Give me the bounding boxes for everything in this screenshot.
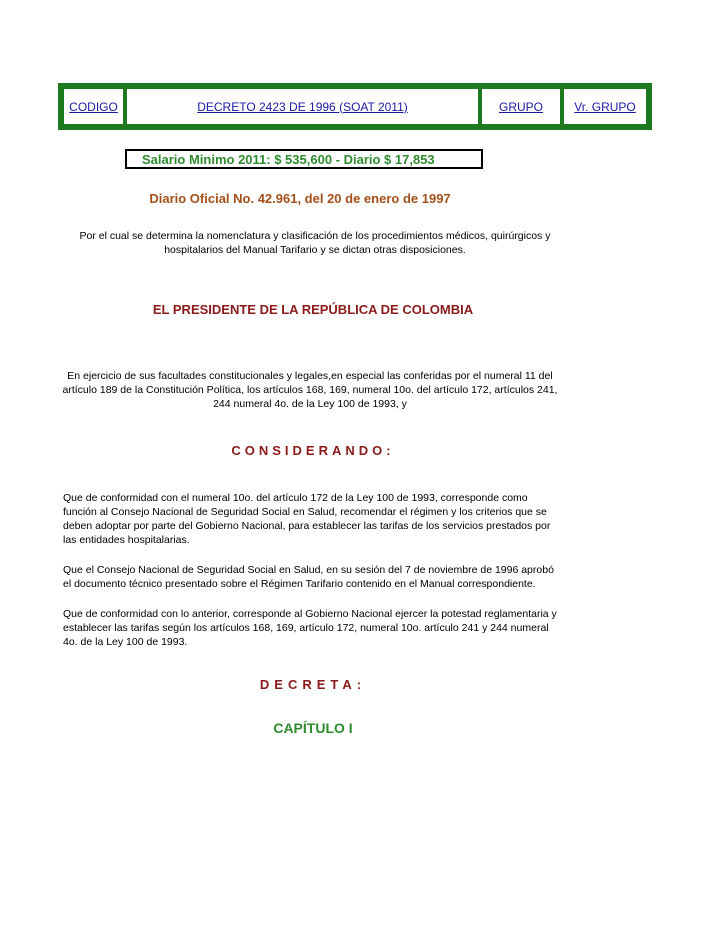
considerando-paragraph-3: Que de conformidad con lo anterior, corresponde al Gobierno Nacional ejercer la potestad reglamentaria y establecer las tarifas según los artículos 168, 169, artículo 172, numeral 10o. artículo 241 y 244 numeral 4o. de la Ley 100 de 1993.: [63, 608, 557, 648]
grupo-cell: [482, 89, 560, 124]
salary-text: Salario Minimo 2011: $ 535,600 - Diario $ 17,853: [127, 151, 481, 167]
considerando-paragraph-1: Que de conformidad con el numeral 10o. del artículo 172 de la Ley 100 de 1993, corresponde como función al Consejo Nacional de Seguridad Social en Salud, recomendar el régimen y los criterios que se deben adoptar por parte del Gobierno Nacional, para establecer las tarifas de los servicios prestados por las entidades hospitalarias.: [63, 492, 551, 546]
considerando-heading: CONSIDERANDO:: [231, 443, 395, 458]
decreto-link[interactable]: DECRETO 2423 DE 1996 (SOAT 2011): [197, 99, 408, 114]
capitulo-heading: CAPÍTULO I: [273, 720, 353, 736]
diario-oficial-heading: Diario Oficial No. 42.961, del 20 de enero de 1997: [149, 191, 451, 206]
vr-grupo-link[interactable]: Vr. GRUPO: [574, 99, 636, 114]
codigo-cell: [64, 89, 123, 124]
vr-grupo-cell: [564, 89, 646, 124]
codigo-link[interactable]: CODIGO: [69, 99, 118, 114]
considerando-paragraph-2: Que el Consejo Nacional de Seguridad Social en Salud, en su sesión del 7 de noviembre de 1996 aprobó el documento técnico presentado sobre el Régimen Tarifario contenido en el Manual correspondiente.: [63, 564, 554, 590]
header-table: [58, 83, 652, 130]
presidente-heading: EL PRESIDENTE DE LA REPÚBLICA DE COLOMBIA: [152, 302, 474, 317]
decreto-cell: [127, 89, 478, 124]
salary-box: [125, 149, 483, 169]
decreta-heading: DECRETA:: [259, 677, 367, 692]
grupo-link[interactable]: GRUPO: [498, 99, 543, 114]
ejercicio-text: En ejercicio de sus facultades constitucionales y legales,en especial las conferidas por el numeral 11 del artículo 189 de la Constitución Política, los artículos 168, 169, numeral 10o. del artículo 172, artículos 241, 244 numeral 4o. de la Ley 100 de 1993, y: [62, 370, 558, 410]
intro-text: Por el cual se determina la nomenclatura y clasificación de los procedimientos médicos, quirúrgicos y hospitalarios del Manual Tarifario y se dictan otras disposiciones.: [79, 230, 551, 256]
